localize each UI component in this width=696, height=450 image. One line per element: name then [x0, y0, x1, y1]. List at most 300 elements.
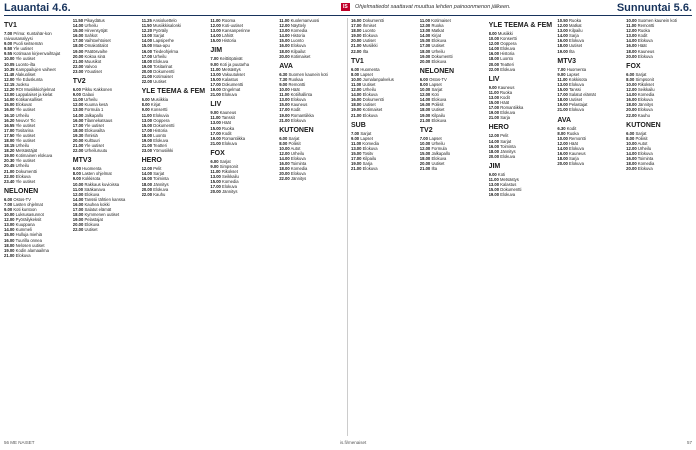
program-title: Elokuva — [84, 222, 100, 228]
program-title: Elokuva — [500, 153, 516, 159]
program-title: Elokuva — [637, 150, 653, 156]
program-time: 8.00 — [72, 171, 81, 177]
program-time: 23.00 — [72, 68, 84, 74]
program-time: 21.00 — [4, 252, 15, 258]
program-title: Luonto-ilta — [15, 61, 36, 67]
program-time: 8.00 — [419, 81, 428, 87]
program-listing — [279, 118, 345, 123]
program-time: 11.25 — [141, 18, 152, 23]
program-time: 20.00 — [210, 189, 221, 195]
program-title: Poliisit — [635, 135, 648, 141]
program-title: Lapset — [429, 135, 442, 141]
program-time: 18.20 — [4, 148, 15, 154]
channel-heading: TV1 — [350, 57, 364, 65]
program-time: 8.00 — [626, 135, 635, 141]
program-time: 9.00 — [4, 207, 13, 212]
program-listing — [279, 54, 345, 59]
program-time: 20.00 — [72, 53, 84, 59]
program-title: Sarja — [500, 115, 511, 121]
program-title: Jalkapallo — [84, 112, 104, 118]
program-time: 15.00 — [279, 102, 290, 108]
program-title: Suomen kaunein koti — [637, 18, 677, 23]
program-time: 19.00 — [210, 135, 221, 141]
program-title: Matkat — [431, 28, 445, 34]
program-title: Valvoo — [84, 63, 97, 69]
program-title: Formula 1 — [84, 107, 104, 113]
program-title: Rooma — [221, 18, 236, 23]
program-title: Huomenta — [82, 166, 102, 172]
program-time: 10.05 — [4, 61, 15, 67]
program-time: 13.00 — [141, 33, 153, 39]
program-title: Kodit — [222, 130, 232, 136]
program-title: Kauhu — [153, 191, 166, 197]
program-time: 14.00 — [4, 97, 15, 103]
program-time: 10.00 — [557, 135, 568, 141]
program-time: 15.00 — [210, 179, 221, 185]
program-time: 22.00 — [279, 176, 290, 182]
program-time: 21.00 — [279, 117, 290, 123]
program-time: 19.00 — [210, 87, 221, 93]
program-title: Kotimaiset — [431, 18, 451, 23]
program-time: 16.00 — [4, 237, 15, 243]
program-title: Lapset — [360, 135, 373, 141]
program-time: 18.00 — [419, 107, 431, 113]
program-time: 13.00 — [210, 120, 221, 126]
program-title: Historia — [222, 38, 237, 44]
program-title: Ooppera — [500, 41, 517, 47]
program-time: 13.00 — [210, 28, 221, 34]
program-time: 23.00 — [141, 148, 153, 154]
listing-column — [210, 18, 276, 436]
program-title: Huomenta — [360, 66, 380, 72]
program-time: 18.00 — [419, 156, 431, 162]
program-title: Rikokset — [221, 169, 238, 175]
program-time: 18.00 — [72, 212, 84, 218]
program-title: Elokuva — [290, 117, 306, 123]
program-title: Elokuva — [500, 46, 516, 52]
program-time: 12.00 — [419, 145, 431, 151]
program-title: Tanssi — [568, 87, 581, 93]
program-time: 21.00 — [350, 43, 362, 49]
program-title: Huomenta — [566, 66, 587, 72]
program-time: 13.00 — [210, 174, 221, 180]
program-time: 20.00 — [141, 68, 153, 74]
program-title: Kauneus — [290, 102, 308, 108]
program-time: 6.30 — [279, 71, 288, 77]
program-time: 15.00 — [141, 122, 153, 128]
program-title: Elokuva — [569, 81, 584, 87]
channel-heading: FOX — [626, 62, 641, 70]
program-title: Häät — [222, 120, 231, 126]
program-title: Urheilu — [84, 97, 98, 103]
program-time: 16.00 — [72, 201, 84, 207]
program-title: Kilpailu — [569, 28, 583, 34]
program-title: Kokoa sinä — [84, 53, 106, 59]
program-time: 15.00 — [488, 100, 500, 106]
program-listing — [210, 189, 276, 194]
program-time: 8.00 — [350, 71, 360, 77]
program-title: Dokumentti — [153, 68, 175, 74]
program-title: Komedia — [362, 140, 379, 146]
program-time: 19.00 — [557, 48, 568, 54]
program-listing — [210, 92, 276, 97]
program-time: 13.00 — [488, 182, 500, 188]
program-time: 21.00 — [72, 143, 84, 149]
program-time: 6.00 — [279, 135, 288, 141]
program-title: Seikkailu — [222, 174, 239, 180]
program-time: 10.00 — [626, 18, 637, 23]
program-time: 18.00 — [626, 48, 637, 54]
program-time: 10.00 — [419, 140, 431, 146]
program-listing — [73, 69, 139, 74]
program-time: 20.00 — [350, 38, 362, 44]
program-title: Jännitys — [222, 189, 238, 195]
program-time: 12.00 — [488, 133, 500, 139]
program-title: Kauhea kokki — [84, 201, 110, 207]
program-title: Sarjat — [153, 171, 165, 177]
program-time: 12.00 — [419, 23, 431, 29]
program-title: Häät — [290, 87, 300, 93]
program-title: Kodit — [566, 125, 577, 131]
program-time: 8.00 — [557, 130, 566, 136]
program-time: 16.00 — [4, 107, 15, 113]
program-listing — [4, 253, 70, 258]
program-title: Alakuoliset — [15, 71, 36, 77]
program-title: Historia — [290, 33, 306, 39]
program-time: 12.00 — [279, 23, 290, 29]
program-listing — [420, 166, 486, 171]
program-time: 11.00 — [626, 23, 637, 29]
program-title: Pelit — [500, 133, 509, 139]
program-title: Konsertti — [150, 107, 168, 113]
channel-heading: NELONEN — [4, 187, 39, 195]
program-time: 19.00 — [488, 110, 500, 116]
program-time: 19.00 — [350, 33, 362, 39]
program-title: Elokuva — [569, 38, 584, 44]
program-time: 20.30 — [4, 158, 15, 164]
program-time: 9.00 — [557, 71, 566, 77]
program-title: Pelit — [153, 166, 162, 172]
program-time: 19.00 — [141, 63, 153, 69]
program-time: 9.00 — [210, 163, 219, 169]
program-time: 15.00 — [4, 102, 15, 108]
program-time: 17.00 — [72, 122, 84, 128]
program-title: Ruokaa — [288, 76, 303, 82]
program-time: 14.00 — [626, 92, 637, 98]
program-title: Toiminta — [153, 176, 169, 182]
program-time: 11.00 — [557, 76, 568, 82]
listing-column — [73, 18, 139, 436]
program-title: Elokuva — [222, 184, 237, 190]
program-time: 19.00 — [4, 247, 15, 253]
program-time: 10.00 — [72, 181, 84, 187]
program-title: Yle uutiset — [15, 178, 36, 184]
program-time: 11.50 — [72, 18, 84, 23]
listing-column — [279, 18, 348, 436]
program-title: Elokuva — [362, 145, 378, 151]
program-time: 10.00 — [279, 87, 290, 93]
program-time: 13.00 — [141, 117, 153, 123]
program-time: 12.00 — [626, 28, 637, 34]
program-time: 14.00 — [279, 156, 290, 162]
program-time: 16.00 — [279, 161, 290, 167]
program-title: Elokuvat — [15, 102, 32, 108]
program-time: 17.00 — [350, 23, 362, 29]
program-time: 18.15 — [4, 143, 15, 149]
program-time: 15.00 — [419, 150, 431, 156]
program-time: 9.00 — [488, 171, 497, 177]
program-title: Komedia — [637, 161, 655, 167]
program-time: 20.00 — [279, 53, 290, 59]
program-time: 16.20 — [4, 117, 15, 123]
program-time: 9.00 — [279, 81, 288, 87]
program-time: 11.00 — [210, 115, 221, 121]
program-time: 8.00 — [279, 140, 288, 146]
program-title: Tilannekatsaus — [84, 117, 113, 123]
brand-badge: IS — [343, 4, 348, 10]
program-title: Päätösvaihe — [84, 48, 108, 54]
program-time: 11.00 — [488, 176, 499, 182]
program-title: Uutiset — [153, 79, 167, 85]
program-time: 18.00 — [626, 102, 637, 108]
program-title: Yöuutiset — [84, 68, 102, 74]
program-time: 11.00 — [350, 81, 362, 87]
channel-heading: HERO — [488, 124, 509, 132]
program-time: 13.00 — [279, 97, 290, 103]
program-title: Sarjat — [635, 130, 647, 136]
program-title: Elokuva — [153, 137, 169, 143]
program-title: Kotimainen elokuva — [15, 153, 53, 159]
program-time: 16.00 — [419, 102, 431, 108]
program-time: 12.20 — [141, 28, 153, 34]
program-time: 16.00 — [350, 97, 362, 103]
program-title: Kotiihallinta — [290, 92, 313, 98]
program-title: Elokuva — [153, 186, 169, 192]
program-title: Luonto — [290, 38, 304, 44]
program-time: 21.00 — [4, 168, 15, 174]
program-title: Uutiset — [431, 161, 445, 167]
program-title: Häät — [637, 43, 647, 49]
channel-heading: TV1 — [4, 22, 17, 29]
program-title: Uutiset — [362, 81, 376, 87]
program-title: Kuolemanvuosi — [290, 18, 320, 23]
program-title: Elokuva — [290, 43, 306, 49]
program-title: Hirvensyöjät — [84, 28, 108, 34]
program-time: 10.00 — [4, 212, 15, 218]
program-title: Elokuva — [637, 107, 653, 113]
listing-column — [4, 18, 70, 436]
program-time: 11.00 — [279, 18, 290, 23]
program-title: Kauneus — [637, 48, 655, 54]
program-time: 8.00 — [141, 102, 150, 108]
program-time: 11.00 — [210, 169, 221, 175]
program-title: Ruoka — [431, 23, 444, 29]
program-time: 12.00 — [350, 87, 362, 93]
program-time: 18.00 — [350, 28, 362, 34]
program-title: Kauhu — [637, 112, 650, 118]
program-title: Elokuva — [362, 33, 378, 39]
program-title: Komedia — [222, 179, 239, 185]
program-title: Puoli seitsemän — [13, 41, 43, 47]
program-time: 10.50 — [557, 18, 568, 23]
program-time: 13.00 — [72, 107, 84, 113]
program-time: 17.50 — [4, 132, 15, 138]
program-title: Lähiöt — [222, 33, 234, 39]
channel-heading: KUTONEN — [279, 126, 314, 134]
program-title: Poliisit — [288, 140, 301, 146]
program-time: 10.00 — [419, 87, 431, 93]
program-title: Ooppera — [153, 117, 170, 123]
program-title: Historia — [153, 127, 168, 133]
program-title: Hulluja miehiä — [15, 232, 42, 238]
program-listing — [351, 113, 417, 118]
listing-column — [557, 18, 623, 436]
program-listing — [73, 148, 139, 153]
program-time: 20.00 — [626, 166, 637, 172]
program-time: 16.00 — [488, 143, 500, 149]
program-time: 6.00 — [72, 166, 81, 172]
program-title: Tanssii tähtien kanssa — [84, 196, 126, 202]
program-time: 22.00 — [72, 227, 84, 233]
program-time: 22.00 — [72, 148, 84, 154]
program-title: Urheilu — [431, 140, 445, 146]
program-listing — [557, 107, 623, 112]
program-time: 20.00 — [557, 161, 568, 167]
program-title: Uutiset — [431, 107, 445, 113]
program-title: Sarja — [569, 156, 579, 162]
program-time: 20.00 — [419, 58, 431, 64]
listing-column — [626, 18, 692, 436]
program-title: Sarjat — [635, 71, 647, 77]
program-time: 18.00 — [72, 43, 84, 49]
program-time: 10.00 — [4, 56, 15, 62]
program-title: Elokuva — [222, 92, 237, 98]
program-title: Komedia — [637, 92, 655, 98]
program-time: 12.00 — [626, 145, 637, 151]
program-time: 14.00 — [626, 38, 637, 44]
program-title: Urheiluruutu — [84, 148, 108, 154]
program-title: Elokuva — [431, 117, 447, 123]
program-time: 13.00 — [557, 81, 568, 87]
program-title: Kalastus — [500, 182, 517, 188]
program-time: 20.00 — [72, 222, 84, 228]
program-title: Elokuva — [637, 53, 653, 59]
program-time: 14.00 — [419, 33, 431, 39]
program-title: Dokumentti — [222, 81, 244, 87]
program-time: 7.30 — [279, 76, 288, 82]
program-time: 22.00 — [4, 173, 15, 179]
program-title: Yle uutiset — [15, 132, 36, 138]
program-title: Toiminta — [500, 143, 516, 149]
program-time: 15.00 — [210, 125, 221, 131]
program-title: Sarja — [569, 33, 579, 39]
program-title: Kilpailu — [431, 112, 445, 118]
program-time: 16.00 — [279, 43, 290, 49]
program-time: 19.00 — [72, 48, 84, 54]
right-page-title: Sunnuntai 5.6. — [616, 2, 692, 14]
program-title: Kilpailut — [290, 48, 306, 54]
program-title: Kuuppana — [15, 222, 35, 228]
program-time: 11.00 — [210, 66, 221, 72]
program-title: Neuvo! Tic — [15, 117, 36, 123]
program-title: Lasten ohjelmat — [13, 201, 43, 207]
program-title: Elokuva — [637, 166, 653, 172]
program-title: Urheilu — [431, 48, 445, 54]
program-time: 19.00 — [557, 102, 568, 108]
program-listing — [557, 161, 623, 166]
program-time: 10.00 — [488, 36, 500, 42]
program-time: 9.00 — [141, 107, 150, 113]
program-time: 18.00 — [626, 161, 637, 167]
program-title: Muusikot — [84, 58, 102, 64]
magazine-name: ME NAISET — [10, 440, 35, 445]
program-title: Elokuva — [500, 110, 516, 116]
program-time: 12.00 — [72, 102, 84, 108]
program-title: Luonto — [153, 132, 167, 138]
program-time: 20.00 — [72, 137, 84, 143]
program-title: Salatut elämät — [84, 207, 112, 212]
program-time: 19.00 — [4, 153, 15, 159]
program-title: Pyöräily — [153, 28, 169, 34]
program-title: Elokuva — [290, 171, 306, 177]
program-listing — [351, 166, 417, 171]
program-time: 21.00 — [419, 166, 431, 172]
program-time: 15.00 — [210, 38, 221, 44]
program-title: Yle uutiset — [15, 56, 36, 62]
program-title: Metsästys — [500, 176, 519, 182]
program-time: 15.00 — [4, 232, 15, 238]
program-time: 18.00 — [141, 132, 153, 138]
header-tagline: Ohjelmatiedot saattavat muuttua lehden painoonmenon jälkeen. — [355, 4, 511, 10]
program-time: 17.00 — [557, 92, 568, 98]
program-time: 20.00 — [488, 153, 500, 159]
program-time: 14.00 — [419, 97, 431, 103]
program-time: 17.00 — [72, 38, 84, 44]
program-title: Prima: Kuntahär-kon raivuusanalyysi — [4, 31, 52, 42]
program-time: 8.00 — [626, 76, 635, 82]
program-title: Tositarinat — [153, 63, 173, 69]
program-time: 17.00 — [4, 127, 15, 133]
program-title: Yle uutiset — [15, 107, 36, 113]
program-time: 19.00 — [350, 161, 362, 167]
channel-heading: AVA — [279, 62, 293, 70]
program-title: Ihmisiä — [84, 132, 98, 138]
program-title: Dokumentti — [362, 18, 384, 23]
program-time: 18.00 — [557, 97, 568, 103]
program-time: 12.00 — [4, 217, 15, 223]
program-title: Koti — [497, 171, 506, 177]
program-time: 7.00 — [419, 135, 428, 141]
program-title: Pelastajat — [84, 217, 103, 223]
program-title: Sääkanava — [84, 186, 106, 192]
program-title: Kauneus — [219, 110, 237, 116]
program-title: Luonto — [362, 28, 376, 34]
program-title: Ruoka — [637, 28, 650, 34]
program-title: Pelastajat — [569, 102, 588, 108]
channel-heading: HERO — [141, 157, 162, 165]
program-title: Elokuva — [500, 66, 516, 72]
program-time: 21.00 — [350, 112, 362, 118]
program-time: 13.00 — [4, 222, 15, 228]
program-time: 14.00 — [141, 171, 153, 177]
listing-column — [351, 18, 417, 436]
channel-heading: NELONEN — [419, 67, 455, 75]
program-title: Sarja — [362, 161, 373, 167]
program-time: 21.00 — [210, 140, 221, 146]
program-title: Elokuva — [431, 156, 447, 162]
program-time: 9.00 — [72, 176, 81, 182]
program-title: Ruoka — [569, 18, 582, 23]
